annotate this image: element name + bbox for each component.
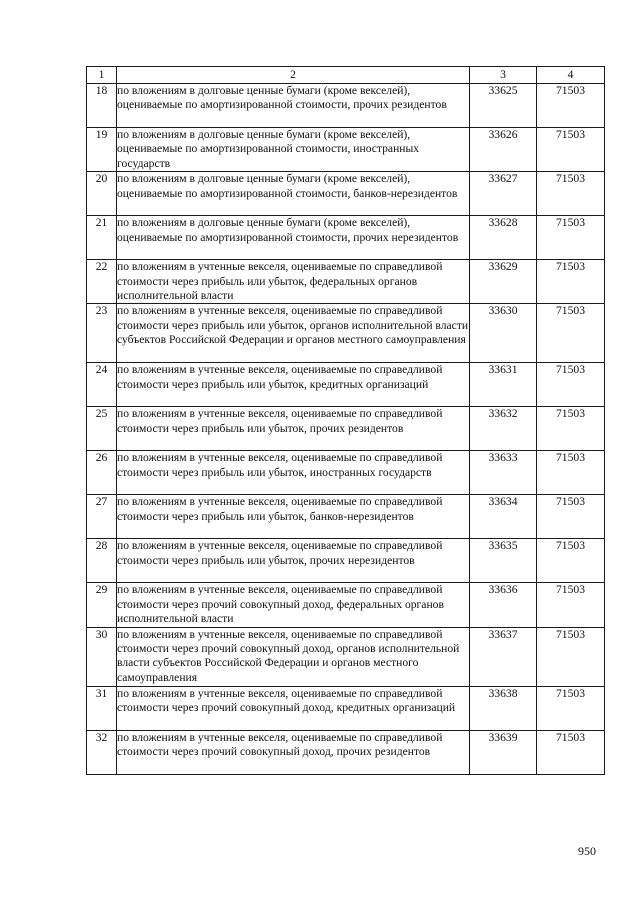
table-row xyxy=(87,128,605,172)
table-row xyxy=(87,730,605,774)
row-account-code: 33626 xyxy=(470,128,537,172)
row-description: по вложениям в учтенные векселя, оцениваемые по справедливой стоимости через прочий совокупный доход, органов исполнительной власти субъектов Российской Федерации и органов местного самоуправления xyxy=(117,627,470,686)
row-account-code: 33631 xyxy=(470,363,537,407)
row-number: 30 xyxy=(87,627,117,686)
row-symbol-code: 71503 xyxy=(537,686,605,730)
table-row xyxy=(87,451,605,495)
table-row xyxy=(87,304,605,363)
row-account-code: 33630 xyxy=(470,304,537,363)
row-symbol-code: 71503 xyxy=(537,84,605,128)
table-row xyxy=(87,216,605,260)
header-row xyxy=(87,67,605,84)
table-row xyxy=(87,627,605,686)
row-symbol-code: 71503 xyxy=(537,627,605,686)
row-number: 27 xyxy=(87,495,117,539)
row-description: по вложениям в учтенные векселя, оцениваемые по справедливой стоимости через прибыль или убыток, федеральных органов исполнительной власти xyxy=(117,260,470,304)
row-number: 31 xyxy=(87,686,117,730)
row-description: по вложениям в долговые ценные бумаги (кроме векселей), оцениваемые по амортизированной стоимости, иностранных государств xyxy=(117,128,470,172)
row-description: по вложениям в долговые ценные бумаги (кроме векселей), оцениваемые по амортизированной стоимости, прочих резидентов xyxy=(117,84,470,128)
table-row xyxy=(87,363,605,407)
row-description: по вложениям в учтенные векселя, оцениваемые по справедливой стоимости через прибыль или убыток, прочих резидентов xyxy=(117,407,470,451)
row-description: по вложениям в учтенные векселя, оцениваемые по справедливой стоимости через прибыль или убыток, иностранных государств xyxy=(117,451,470,495)
row-number: 32 xyxy=(87,730,117,774)
row-account-code: 33628 xyxy=(470,216,537,260)
row-description: по вложениям в долговые ценные бумаги (кроме векселей), оцениваемые по амортизированной стоимости, банков-нерезидентов xyxy=(117,172,470,216)
table-row xyxy=(87,686,605,730)
row-symbol-code: 71503 xyxy=(537,730,605,774)
row-number: 29 xyxy=(87,583,117,627)
row-number: 18 xyxy=(87,84,117,128)
row-description: по вложениям в учтенные векселя, оцениваемые по справедливой стоимости через прибыль или убыток, банков-нерезидентов xyxy=(117,495,470,539)
row-account-code: 33638 xyxy=(470,686,537,730)
row-symbol-code: 71503 xyxy=(537,583,605,627)
row-number: 22 xyxy=(87,260,117,304)
row-symbol-code: 71503 xyxy=(537,451,605,495)
row-account-code: 33635 xyxy=(470,539,537,583)
header-col-2: 2 xyxy=(117,67,470,84)
row-number: 25 xyxy=(87,407,117,451)
row-symbol-code: 71503 xyxy=(537,172,605,216)
row-account-code: 33637 xyxy=(470,627,537,686)
row-symbol-code: 71503 xyxy=(537,304,605,363)
accounts-table xyxy=(86,66,605,775)
row-description: по вложениям в учтенные векселя, оцениваемые по справедливой стоимости через прочий совокупный доход, кредитных организаций xyxy=(117,686,470,730)
row-description: по вложениям в учтенные векселя, оцениваемые по справедливой стоимости через прибыль или убыток, органов исполнительной власти субъектов Российской Федерации и органов местного самоуправления xyxy=(117,304,470,363)
page-number: 950 xyxy=(578,844,596,858)
row-number: 19 xyxy=(87,128,117,172)
header-col-1: 1 xyxy=(87,67,117,84)
table-row xyxy=(87,260,605,304)
table-row xyxy=(87,172,605,216)
row-symbol-code: 71503 xyxy=(537,363,605,407)
row-account-code: 33639 xyxy=(470,730,537,774)
header-col-4: 4 xyxy=(537,67,605,84)
row-description: по вложениям в учтенные векселя, оцениваемые по справедливой стоимости через прибыль или убыток, прочих нерезидентов xyxy=(117,539,470,583)
table-row xyxy=(87,84,605,128)
row-account-code: 33627 xyxy=(470,172,537,216)
row-account-code: 33629 xyxy=(470,260,537,304)
row-number: 21 xyxy=(87,216,117,260)
table-row xyxy=(87,407,605,451)
row-symbol-code: 71503 xyxy=(537,407,605,451)
row-account-code: 33632 xyxy=(470,407,537,451)
row-symbol-code: 71503 xyxy=(537,216,605,260)
row-number: 20 xyxy=(87,172,117,216)
row-description: по вложениям в учтенные векселя, оцениваемые по справедливой стоимости через прочий совокупный доход, прочих резидентов xyxy=(117,730,470,774)
row-description: по вложениям в учтенные векселя, оцениваемые по справедливой стоимости через прочий совокупный доход, федеральных органов исполнительной власти xyxy=(117,583,470,627)
row-account-code: 33634 xyxy=(470,495,537,539)
table-row xyxy=(87,539,605,583)
row-number: 23 xyxy=(87,304,117,363)
row-symbol-code: 71503 xyxy=(537,495,605,539)
row-number: 28 xyxy=(87,539,117,583)
row-number: 26 xyxy=(87,451,117,495)
row-account-code: 33633 xyxy=(470,451,537,495)
row-description: по вложениям в долговые ценные бумаги (кроме векселей), оцениваемые по амортизированной стоимости, прочих нерезидентов xyxy=(117,216,470,260)
row-symbol-code: 71503 xyxy=(537,260,605,304)
row-symbol-code: 71503 xyxy=(537,539,605,583)
table-row xyxy=(87,583,605,627)
row-number: 24 xyxy=(87,363,117,407)
row-account-code: 33636 xyxy=(470,583,537,627)
header-col-3: 3 xyxy=(470,67,537,84)
table-row xyxy=(87,495,605,539)
row-description: по вложениям в учтенные векселя, оцениваемые по справедливой стоимости через прибыль или убыток, кредитных организаций xyxy=(117,363,470,407)
row-account-code: 33625 xyxy=(470,84,537,128)
row-symbol-code: 71503 xyxy=(537,128,605,172)
